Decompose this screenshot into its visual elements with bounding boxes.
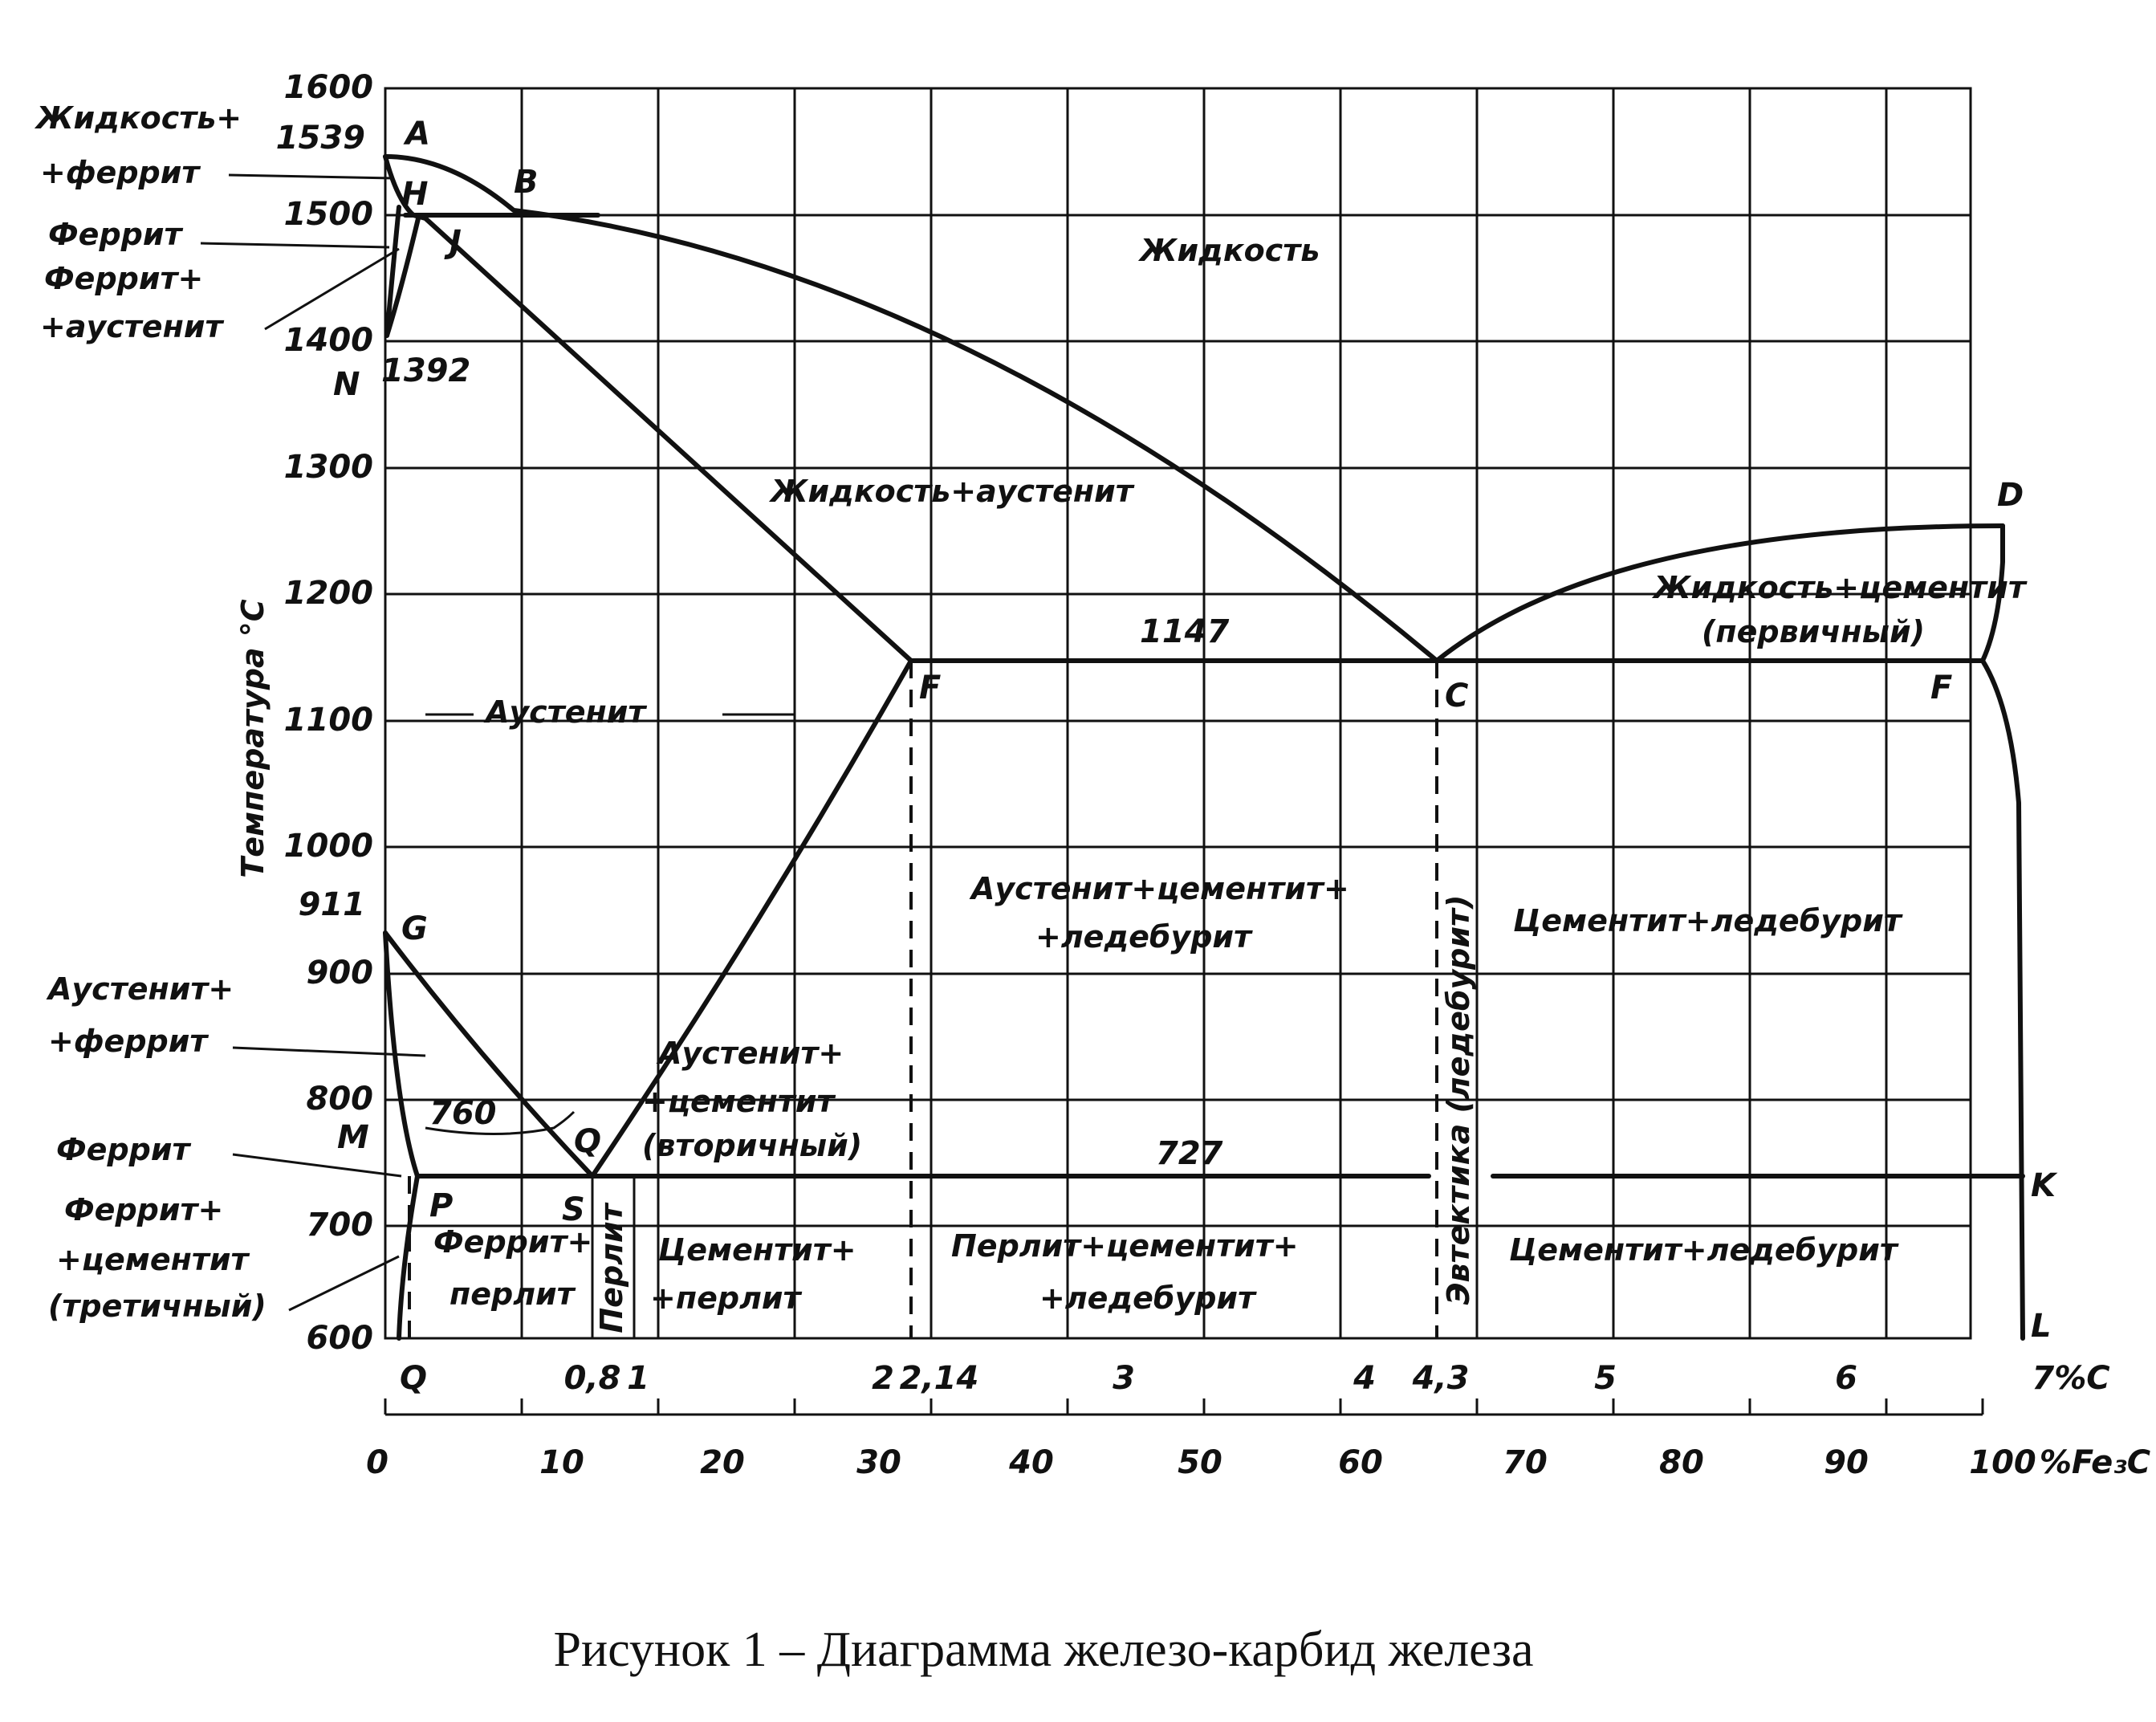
solvus-PQ <box>399 1176 417 1338</box>
ytick-800: 800 <box>306 1081 373 1117</box>
region-pearl-cem-led-1: Перлит+цементит+ <box>951 1228 1299 1264</box>
point-k: K <box>2031 1167 2056 1204</box>
region-ferrite-pearlite-2: перлит <box>450 1276 575 1312</box>
point-c: C <box>1445 678 1469 714</box>
ytick-1300: 1300 <box>283 449 373 486</box>
point-f-right: F <box>1930 670 1953 706</box>
region-ferrite-pearlite-1: Феррит+ <box>433 1224 593 1260</box>
fe3c-tick-80: 80 <box>1659 1444 1704 1481</box>
xtick-2: 2 <box>872 1360 894 1397</box>
xtick-4: 4 <box>1353 1360 1376 1397</box>
region-austenite: Аустенит <box>486 694 646 730</box>
xtick-1: 1 <box>627 1360 649 1397</box>
label-liquid-ferrite-2: +феррит <box>40 155 200 190</box>
ytick-1500: 1500 <box>283 196 373 233</box>
point-g: G <box>401 910 428 947</box>
fe3c-tick-20: 20 <box>700 1444 745 1481</box>
region-cem-pearlite-2: +перлит <box>650 1280 801 1316</box>
xtick-6: 6 <box>1835 1360 1857 1397</box>
xtick-0-8: 0,8 <box>563 1360 621 1397</box>
left-labels <box>34 100 266 1324</box>
ytick-1400: 1400 <box>283 322 373 359</box>
region-aus-cem-led-1: Аустенит+цементит+ <box>971 871 1349 906</box>
region-cem-pearlite-1: Цементит+ <box>658 1232 856 1268</box>
ytick-1000: 1000 <box>283 828 373 865</box>
value-1147: 1147 <box>1140 613 1230 650</box>
fe3c-tick-40: 40 <box>1009 1444 1054 1481</box>
fe3c-tick-0: 0 <box>366 1444 388 1481</box>
ytick-911: 911 <box>298 886 365 923</box>
region-aus-cem2-2: +цементит <box>642 1084 835 1119</box>
bottom-axis <box>385 1398 1983 1415</box>
ytick-1600: 1600 <box>283 69 373 106</box>
xtick-4-3: 4,3 <box>1412 1360 1470 1397</box>
point-q-mid: Q <box>574 1123 602 1160</box>
label-ferrite-cementite-3: (третичный) <box>48 1288 266 1324</box>
ytick-1539: 1539 <box>275 120 365 157</box>
region-cem-led-lower: Цементит+ледебурит <box>1509 1232 1898 1268</box>
xtick-q: Q <box>399 1360 428 1397</box>
point-h: H <box>401 176 429 213</box>
region-pearlite: Перлит <box>594 1203 629 1333</box>
value-760: 760 <box>429 1095 497 1132</box>
label-ferrite-low: Феррит <box>56 1132 190 1167</box>
ytick-1200: 1200 <box>283 575 373 612</box>
fe3c-tick-10: 10 <box>539 1444 584 1481</box>
label-austenite-ferrite-2: +феррит <box>48 1024 208 1059</box>
point-b-top: B <box>514 164 539 201</box>
xtick-3: 3 <box>1113 1360 1135 1397</box>
label-ferrite-top: Феррит <box>48 217 182 252</box>
label-ferrite-austenite-2: +аустенит <box>40 309 223 344</box>
region-liquid-cementite-2: (первичный) <box>1702 614 1925 649</box>
fe3c-tick-60: 60 <box>1338 1444 1383 1481</box>
value-1392: 1392 <box>381 352 471 389</box>
region-liquid-cementite-1: Жидкость+цементит <box>1654 570 2026 605</box>
y-axis-title: Температура °C <box>235 599 271 878</box>
y-ticks <box>276 69 373 1357</box>
xtick-7c: 7%C <box>2032 1360 2110 1397</box>
ytick-700: 700 <box>306 1207 373 1244</box>
region-liquid: Жидкость <box>1140 233 1320 268</box>
ytick-900: 900 <box>306 955 373 991</box>
point-n: N <box>333 366 360 403</box>
label-ferrite-cementite-2: +цементит <box>56 1242 249 1277</box>
figure-caption: Рисунок 1 – Диаграмма железо-карбид железа <box>553 1622 1534 1677</box>
point-l: L <box>2031 1308 2052 1345</box>
fe3c-tick-30: 30 <box>856 1444 901 1481</box>
fe3c-tick-50: 50 <box>1178 1444 1222 1481</box>
fe3c-tick-70: 70 <box>1503 1444 1548 1481</box>
region-cem-led-upper: Цементит+ледебурит <box>1513 903 1902 938</box>
label-ferrite-austenite-1: Феррит+ <box>44 261 204 296</box>
region-aus-cem2-3: (вторичный) <box>642 1128 863 1163</box>
fe3c-ticks <box>366 1444 2150 1481</box>
fe3c-tick-90: 90 <box>1824 1444 1869 1481</box>
region-labels <box>425 233 2028 1333</box>
ytick-1100: 1100 <box>283 702 373 739</box>
xtick-5: 5 <box>1594 1360 1617 1397</box>
label-austenite-ferrite-1: Аустенит+ <box>48 971 234 1007</box>
fe3c-tick-100: 100 <box>1969 1444 2036 1481</box>
ytick-600: 600 <box>306 1320 373 1357</box>
xtick-2-14: 2,14 <box>899 1360 979 1397</box>
region-aus-cem2-1: Аустенит+ <box>658 1036 844 1071</box>
region-liquid-austenite: Жидкость+аустенит <box>771 474 1133 509</box>
point-p: P <box>429 1187 454 1224</box>
point-j: J <box>450 224 462 261</box>
point-m: M <box>337 1119 369 1156</box>
point-s: S <box>562 1191 585 1228</box>
point-a: A <box>405 116 430 153</box>
region-aus-cem-led-2: +ледебурит <box>1035 919 1252 955</box>
cementite-line <box>1983 526 2023 1338</box>
value-727: 727 <box>1156 1135 1223 1172</box>
label-ferrite-cementite-1: Феррит+ <box>64 1192 224 1227</box>
carbon-ticks <box>400 1360 2110 1397</box>
region-eutectic: Эвтектика (ледебурит) <box>1441 894 1476 1305</box>
label-liquid-ferrite-1: Жидкость+ <box>36 100 242 136</box>
fe3c-tick-unit: %Fe₃C <box>2039 1444 2151 1481</box>
region-pearl-cem-led-2: +ледебурит <box>1039 1280 1256 1316</box>
point-f-left: F <box>919 670 942 706</box>
point-d: D <box>1997 477 2024 514</box>
